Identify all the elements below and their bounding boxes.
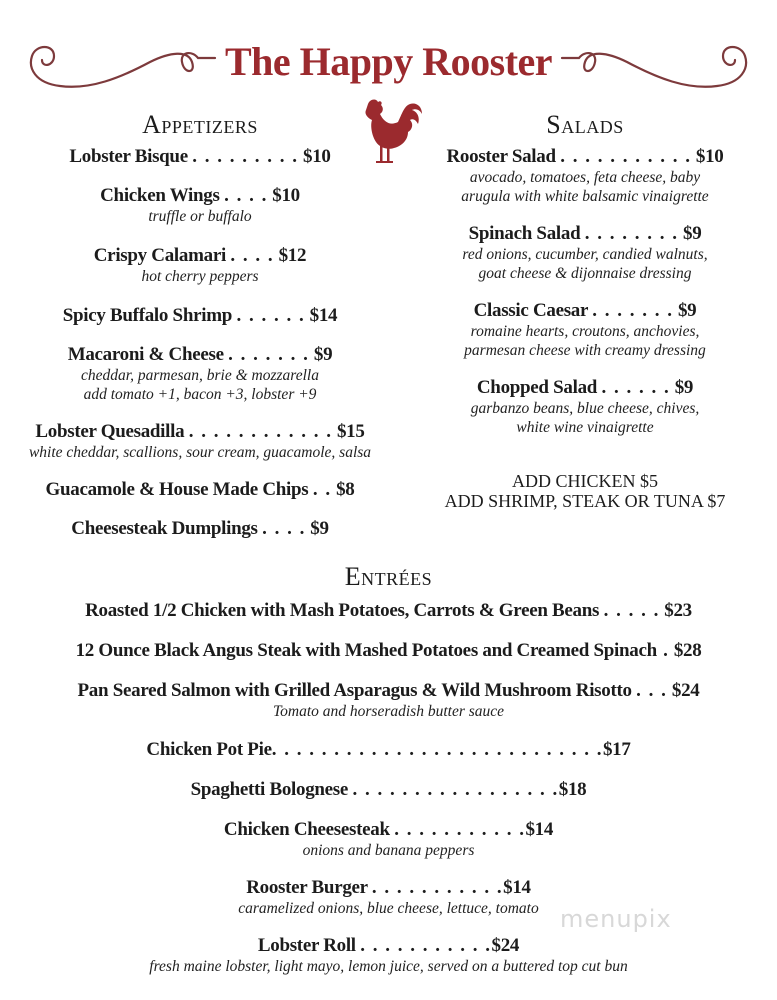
item-name: Roasted 1/2 Chicken with Mash Potatoes, Carrots & Green Beans	[85, 600, 600, 621]
item-price: $9	[677, 300, 697, 321]
item-name: Classic Caesar	[473, 300, 588, 321]
item-name: Lobster Quesadilla	[35, 421, 185, 442]
item-name: Chopped Salad	[476, 377, 598, 398]
item-description: arugula with white balsamic vinaigrette	[461, 188, 709, 205]
item-description: add tomato +1, bacon +3, lobster +9	[83, 386, 317, 403]
menu-item: Lobster Bisque . . . . . . . . . $10	[69, 146, 331, 167]
item-price: $12	[278, 245, 307, 266]
item-description: caramelized onions, blue cheese, lettuce, tomato	[238, 900, 539, 917]
item-name: Spinach Salad	[468, 223, 581, 244]
item-description: Tomato and horseradish butter sauce	[272, 703, 505, 720]
item-price: $17	[602, 739, 631, 760]
item-description: parmesan cheese with creamy dressing	[464, 342, 706, 359]
item-price: $14	[503, 877, 531, 898]
item-price: $10	[272, 185, 300, 206]
section-title: Salads	[546, 110, 624, 139]
item-price: $10	[695, 146, 724, 167]
item-name: Lobster Bisque	[69, 146, 188, 167]
menu-item: Spinach Salad . . . . . . . . $9 red onions, cucumber, candied walnuts, goat cheese & dijonnaise dressing	[400, 223, 770, 283]
menu-item: Chopped Salad . . . . . . $9 garbanzo beans, blue cheese, chives, white wine vinaigrette	[400, 377, 770, 437]
item-name: Pan Seared Salmon with Grilled Asparagus & Wild Mushroom Risotto	[77, 680, 632, 701]
menu-header	[0, 30, 777, 95]
item-description: onions and banana peppers	[302, 842, 475, 859]
section-title: Entrées	[344, 562, 433, 591]
item-description: cheddar, parmesan, brie & mozzarella	[81, 367, 319, 384]
item-name: Chicken Wings	[100, 185, 220, 206]
item-price: $23	[664, 600, 692, 621]
appetizers-section	[10, 110, 390, 540]
item-price: $18	[558, 779, 587, 800]
menu-item: Guacamole & House Made Chips . . $8	[45, 479, 355, 500]
menu-item: Rooster Burger . . . . . . . . . . .$14 caramelized onions, blue cheese, lettuce, tomato	[0, 877, 777, 918]
addon-shrimp-steak-tuna: ADD SHRIMP, STEAK OR TUNA $7	[444, 491, 726, 511]
item-description: white wine vinaigrette	[516, 419, 654, 436]
section-title: Appetizers	[142, 110, 258, 139]
item-name: Chicken Pot Pie	[146, 739, 272, 760]
menu-item: Pan Seared Salmon with Grilled Asparagus & Wild Mushroom Risotto . . . $24 Tomato and horseradish butter sauce	[0, 680, 777, 721]
salads-section	[400, 110, 770, 511]
menu-item: Classic Caesar . . . . . . . $9 romaine hearts, croutons, anchovies, parmesan cheese with creamy dressing	[400, 300, 770, 360]
menu-item: Chicken Cheesesteak . . . . . . . . . . .$14 onions and banana peppers	[0, 819, 777, 860]
menu-item: Roasted 1/2 Chicken with Mash Potatoes, Carrots & Green Beans . . . . . $23	[85, 600, 692, 621]
item-price: $9	[683, 223, 702, 244]
menu-item: Cheesesteak Dumplings . . . . $9	[71, 518, 329, 539]
menu-item: 12 Ounce Black Angus Steak with Mashed Potatoes and Creamed Spinach . $28	[75, 640, 702, 661]
item-description: garbanzo beans, blue cheese, chives,	[470, 400, 700, 417]
item-name: Rooster Salad	[446, 146, 556, 167]
item-price: $15	[336, 421, 365, 442]
item-name: Rooster Burger	[246, 877, 368, 898]
item-description: avocado, tomatoes, feta cheese, baby	[469, 169, 701, 186]
addon-chicken: ADD CHICKEN $5	[512, 471, 658, 491]
item-name: Cheesesteak Dumplings	[71, 518, 258, 539]
item-name: Guacamole & House Made Chips	[45, 479, 309, 500]
item-description: hot cherry peppers	[141, 268, 259, 285]
item-price: $24	[491, 935, 520, 956]
restaurant-title: The Happy Rooster	[224, 39, 553, 84]
item-description: red onions, cucumber, candied walnuts,	[462, 246, 708, 263]
menu-item: Crispy Calamari . . . . $12 hot cherry peppers	[10, 245, 390, 286]
right-flourish-icon	[557, 38, 757, 98]
menu-item: Spaghetti Bolognese . . . . . . . . . . . . . . . . .$18	[190, 779, 587, 800]
item-name: Chicken Cheesesteak	[223, 819, 390, 840]
item-price: $14	[525, 819, 554, 840]
menu-item: Chicken Pot Pie. . . . . . . . . . . . . . . . . . . . . . . . . . .$17	[146, 739, 631, 760]
menu-item: Rooster Salad . . . . . . . . . . . $10 avocado, tomatoes, feta cheese, baby arugula with white balsamic vinaigrette	[400, 146, 770, 206]
item-price: $14	[309, 305, 338, 326]
item-price: $10	[303, 146, 331, 167]
menu-item: Macaroni & Cheese . . . . . . . $9 cheddar, parmesan, brie & mozzarella add tomato +1, bacon +3, lobster +9	[10, 344, 390, 404]
watermark: menupix	[560, 905, 672, 933]
item-price: $9	[313, 344, 333, 365]
item-description: fresh maine lobster, light mayo, lemon juice, served on a buttered top cut bun	[149, 958, 628, 975]
menu-item: Chicken Wings . . . . $10 truffle or buffalo	[10, 185, 390, 226]
item-name: Spicy Buffalo Shrimp	[62, 305, 232, 326]
item-description: romaine hearts, croutons, anchovies,	[470, 323, 700, 340]
menu-item: Lobster Quesadilla . . . . . . . . . . . . $15 white cheddar, scallions, sour cream, guacamole, salsa	[10, 421, 390, 462]
item-description: truffle or buffalo	[148, 208, 252, 225]
item-name: Spaghetti Bolognese	[190, 779, 349, 800]
menu-item: Spicy Buffalo Shrimp . . . . . . $14	[62, 305, 338, 326]
item-name: 12 Ounce Black Angus Steak with Mashed Potatoes and Creamed Spinach	[75, 640, 657, 661]
item-price: $9	[310, 518, 329, 539]
salad-addons	[400, 471, 770, 511]
item-name: Crispy Calamari	[93, 245, 226, 266]
item-description: goat cheese & dijonnaise dressing	[478, 265, 692, 282]
item-price: $9	[674, 377, 694, 398]
item-description: white cheddar, scallions, sour cream, guacamole, salsa	[28, 444, 372, 461]
item-name: Macaroni & Cheese	[67, 344, 224, 365]
menu-item: Lobster Roll . . . . . . . . . . .$24 fresh maine lobster, light mayo, lemon juice, served on a buttered top cut bun	[0, 935, 777, 976]
item-price: $28	[673, 640, 702, 661]
item-price: $8	[336, 479, 355, 500]
item-price: $24	[671, 680, 700, 701]
item-name: Lobster Roll	[257, 935, 356, 956]
